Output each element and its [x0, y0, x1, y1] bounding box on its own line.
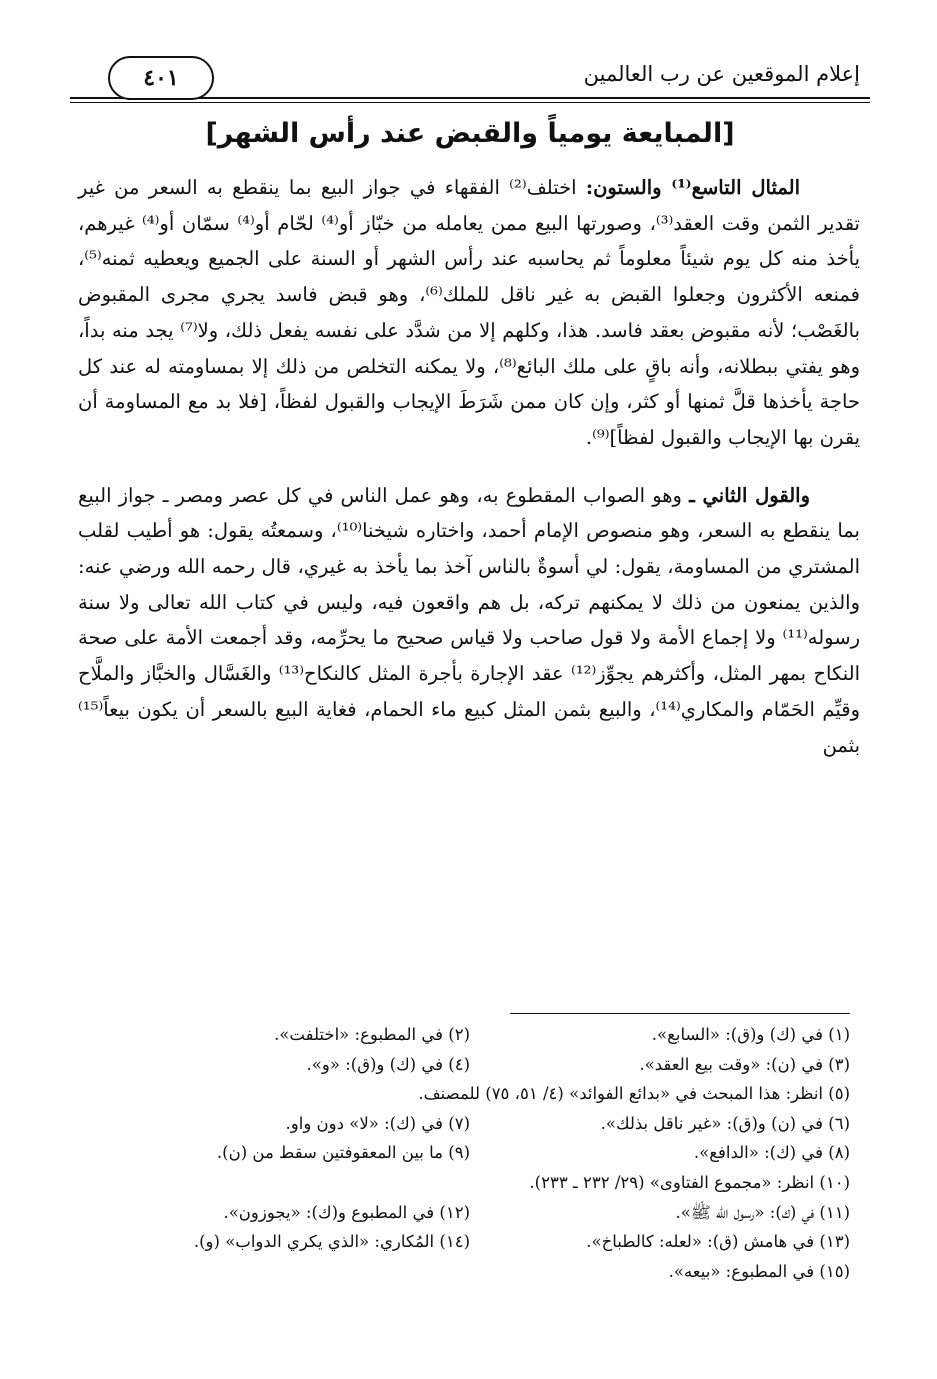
paragraph-text: اختلف⁽²⁾ الفقهاء في جواز البيع بما ينقطع به السعر من غير تقدير الثمن وقت العقد⁽³⁾، وصورتها البيع ممن يعامله من خبّاز أو⁽⁴⁾ لحّام أو⁽⁴⁾ سمّان أو⁽⁴⁾ غيرهم، يأخذ منه كل يوم شيئاً معلوماً ثم يحاسبه عند رأس الشهر أو السنة على الجميع ويعطيه ثمنه⁽⁵⁾، فمنعه الأكثرون وجعلوا القبض به غير ناقل للملك⁽⁶⁾، وهو قبض فاسد يجري مجرى المقبوض بالغَصْب؛ لأنه مقبوض بعقد فاسد. هذا، وكلهم إلا من شدَّد على نفسه يفعل ذلك، ولا⁽⁷⁾ يجد منه بداً، وهو يفتي ببطلانه، وأنه باقٍ على ملك البائع⁽⁸⁾، ولا يمكنه التخلص من ذلك إلا بمساومته له عند كل حاجة يأخذها قلَّ ثمنها أو كثر، وإن كان ممن شَرَطَ الإيجاب والقبول لفظاً، [فلا بد مع المساومة أن يقرن بها الإيجاب والقبول لفظاً]⁽⁹⁾.	[78, 176, 860, 449]
paragraph	[78, 170, 860, 456]
footnote-row	[90, 1079, 850, 1109]
footnote: (٩) ما بين المعقوفتين سقط من (ن).	[216, 1143, 470, 1163]
paragraph-text: وهو الصواب المقطوع به، وهو عمل الناس في كل عصر ومصر ـ جواز البيع بما ينقطع به السعر، وهو منصوص الإمام أحمد، واختاره شيخنا⁽¹⁰⁾، وسمعتُه يقول: هو أطيب لقلب المشتري من المساومة، يقول: لي أسوةٌ بالناس آخذ بما يأخذ به غيري، قال رحمه الله ورضي عنه: والذين يمنعون من ذلك لا يمكنهم تركه، بل هم واقعون فيه، وليس في كتاب الله تعالى ولا سنة رسوله⁽¹¹⁾ ولا إجماع الأمة ولا قول صاحب ولا قياس صحيح ما يحرِّمه، وقد أجمعت الأمة على صحة النكاح بمهر المثل، وأكثرهم يجوِّز⁽¹²⁾ عقد الإجارة بأجرة المثل كالنكاح⁽¹³⁾ والغَسَّال والخبَّاز والملَّاح وقيِّم الحَمّام والمكاري⁽¹⁴⁾، والبيع بثمن المثل كبيع ماء الحمام، فغاية البيع بالسعر أن يكون بيعاً⁽¹⁵⁾ بثمن	[78, 483, 860, 757]
footnote: (١٠) انظر: «مجموع الفتاوى» (٢٩/ ٢٣٢ ـ ٢٣٣).	[529, 1172, 850, 1192]
footnote: (١٢) في المطبوع و(ك): «يجوزون».	[223, 1202, 470, 1222]
running-title: إعلام الموقعين عن رب العالمين	[583, 62, 860, 86]
body-text	[78, 170, 860, 763]
page-header	[70, 50, 870, 100]
paragraph-lead: المثال التاسع⁽¹⁾ والستون:	[585, 176, 800, 199]
footnote: (٥) انظر: هذا المبحث في «بدائع الفوائد» (٤/ ٥١، ٧٥) للمصنف.	[418, 1084, 850, 1104]
footnotes	[90, 1020, 850, 1286]
header-rule-thin	[70, 102, 870, 103]
footnote-row	[90, 1109, 850, 1139]
footnote-row	[90, 1138, 850, 1168]
footnote-row	[90, 1257, 850, 1287]
footnote: (٤) في (ك) و(ق): «و».	[306, 1054, 470, 1074]
footnote: (١٤) المُكاري: «الذي يكري الدواب» (و).	[193, 1232, 470, 1252]
footnote: (١٣) في هامش (ق): «لعله: كالطباخ».	[586, 1232, 850, 1252]
footnote: (٢) في المطبوع: «اختلفت».	[274, 1025, 470, 1044]
footnote: (٦) في (ن) و(ق): «غير ناقل بذلك».	[600, 1113, 850, 1133]
footnote-row	[90, 1227, 850, 1257]
footnote-row	[90, 1168, 850, 1198]
footnote-row	[90, 1050, 850, 1080]
footnote-row	[90, 1198, 850, 1228]
footnote: (٧) في (ك): «لا» دون واو.	[285, 1113, 470, 1133]
footnote-row	[90, 1020, 850, 1050]
footnote-separator	[510, 1013, 850, 1014]
footnote: (٣) في (ن): «وقت بيع العقد».	[639, 1054, 850, 1074]
footnote: (١١) في (ك): «رسول الله ﷺ».	[675, 1202, 850, 1222]
page-number: ٤٠١	[108, 56, 214, 100]
footnote: (١) في (ك) و(ق): «السابع».	[651, 1025, 850, 1044]
footnote: (٨) في (ك): «الدافع».	[693, 1143, 850, 1163]
paragraph-lead: والقول الثاني ـ	[689, 483, 810, 507]
paragraph	[78, 478, 860, 764]
section-heading: [المبايعة يومياً والقبض عند رأس الشهر]	[205, 118, 735, 149]
footnote: (١٥) في المطبوع: «بيعه».	[668, 1261, 850, 1281]
